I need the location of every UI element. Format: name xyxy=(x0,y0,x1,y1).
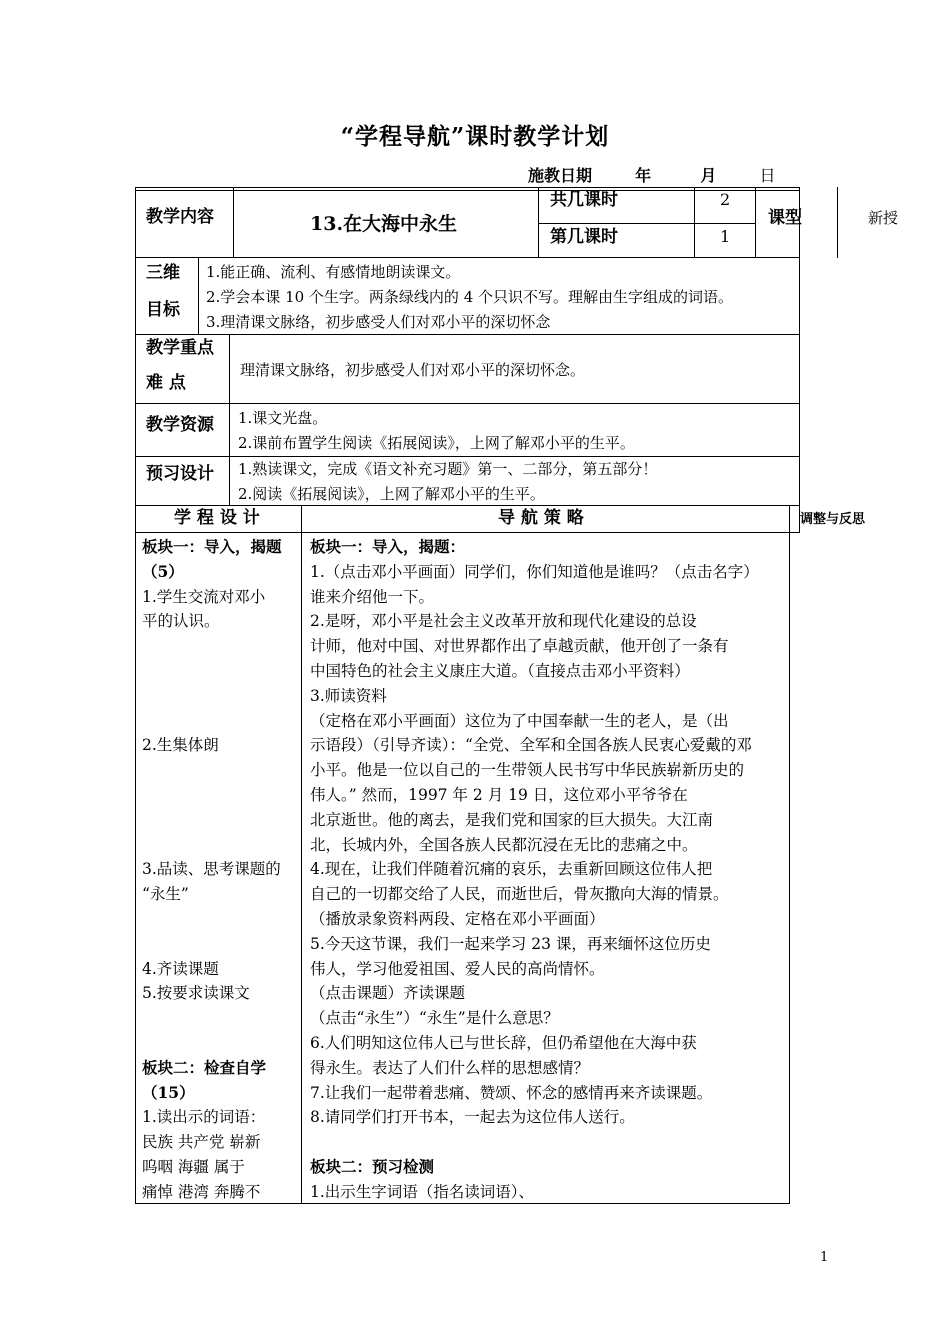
list-item: 1.出示生字词语（指名读词语）、 xyxy=(310,1182,535,1201)
list-item: 5.按要求读课文 xyxy=(142,984,250,1003)
column-header-learning: 学 程 设 计 xyxy=(174,508,260,528)
list-item: 8.请同学们打开书本，一起去为这位伟人送行。 xyxy=(310,1108,635,1127)
list-item: 平的认识。 xyxy=(142,612,220,631)
list-item: 板块一：导入，揭题： xyxy=(310,537,466,556)
date-label: 施教日期 xyxy=(528,166,593,185)
preview-label: 预习设计 xyxy=(146,464,214,484)
list-item: （播放录象资料两段、定格在邓小平画面） xyxy=(310,909,605,928)
list-item xyxy=(142,1031,298,1056)
list-item: 伟人，学习他爱祖国、爱人民的高尚情怀。 xyxy=(310,959,605,978)
list-item: 板块一：导入，揭题 xyxy=(142,537,282,556)
total-hours-label: 共几课时 xyxy=(550,190,618,210)
key-label-line2: 难 点 xyxy=(146,373,186,393)
nth-hour-value: 1 xyxy=(720,227,731,246)
list-item: 北京逝世。他的离去，是我们党和国家的巨大损失。大江南 xyxy=(310,810,714,829)
content-label: 教学内容 xyxy=(146,207,214,227)
list-item: 伟人。” 然而，1997 年 2 月 19 日，这位邓小平爷爷在 xyxy=(310,785,688,804)
lesson-type-label: 课型 xyxy=(768,208,802,228)
resource-item: 1.课文光盘。 xyxy=(238,409,328,427)
list-item: 4.齐读课题 xyxy=(142,959,219,978)
list-item: 6.人们明知这位伟人已与世长辞，但仍希望他在大海中获 xyxy=(310,1033,697,1052)
list-item: 2.是呀，邓小平是社会主义改革开放和现代化建设的总设 xyxy=(310,612,697,631)
list-item xyxy=(142,758,298,783)
list-item: 3.师读资料 xyxy=(310,686,387,705)
goals-label-line1: 三维 xyxy=(146,263,180,283)
key-points-text: 理清课文脉络，初步感受人们对邓小平的深切怀念。 xyxy=(240,361,586,379)
date-day: 日 xyxy=(759,166,776,185)
list-item: （定格在邓小平画面）这位为了中国奉献一生的老人，是（出 xyxy=(310,711,729,730)
list-item: “永生” xyxy=(142,885,189,904)
list-item: 2.生集体朗 xyxy=(142,736,219,755)
list-item: （15） xyxy=(142,1082,195,1102)
list-item: 小平。他是一位以自己的一生带领人民书写中华民族崭新历史的 xyxy=(310,761,745,780)
list-item: 7.让我们一起带着悲痛、赞颂、怀念的感情再来齐读课题。 xyxy=(310,1083,713,1102)
list-item xyxy=(142,709,298,734)
list-item: 1.学生交流对邓小 xyxy=(142,587,266,606)
list-item: （5） xyxy=(142,561,184,581)
list-item: 得永生。表达了人们什么样的思想感情？ xyxy=(310,1058,590,1077)
list-item: 中国特色的社会主义康庄大道。（直接点击邓小平资料） xyxy=(310,661,690,680)
list-item: 板块二：检查自学 xyxy=(142,1057,267,1077)
date-month: 月 xyxy=(700,166,717,185)
list-item: 1.（点击邓小平画面）同学们，你们知道他是谁吗？（点击名字） xyxy=(310,562,759,581)
list-item xyxy=(142,684,298,709)
list-item xyxy=(142,659,298,684)
list-item: 示语段）（引导齐读）：“全党、全军和全国各族人民衷心爱戴的邓 xyxy=(310,736,752,755)
page-number: 1 xyxy=(820,1250,829,1265)
list-item xyxy=(310,1130,786,1155)
list-item: 计师，他对中国、对世界都作出了卓越贡献，他开创了一条有 xyxy=(310,637,729,656)
list-item: 自己的一切都交给了人民，而逝世后，骨灰撒向大海的情景。 xyxy=(310,885,729,904)
list-item: 呜咽 海疆 属于 xyxy=(142,1157,245,1176)
goals-label-line2: 目标 xyxy=(146,300,180,320)
list-item: 民族 共产党 崭新 xyxy=(142,1133,261,1152)
nth-hour-label: 第几课时 xyxy=(550,227,618,247)
date-year: 年 xyxy=(635,166,652,185)
list-item xyxy=(142,808,298,833)
key-label-line1: 教学重点 xyxy=(146,338,214,358)
resources-label: 教学资源 xyxy=(146,415,214,435)
date-line xyxy=(528,163,776,186)
learning-design-column xyxy=(142,535,298,1205)
total-hours-value: 2 xyxy=(720,190,731,209)
list-item: 板块二：预习检测 xyxy=(310,1156,435,1176)
list-item: 1.读出示的词语： xyxy=(142,1108,266,1127)
lesson-type-value: 新授 xyxy=(868,209,899,227)
goal-item: 2.学会本课 10 个生字。两条绿线内的 4 个只识不写。理解由生字组成的词语。 xyxy=(206,288,734,306)
list-item xyxy=(142,833,298,858)
list-item: 谁来介绍他一下。 xyxy=(310,587,435,606)
list-item: 北，长城内外，全国各族人民都沉浸在无比的悲痛之中。 xyxy=(310,835,698,854)
list-item: 3.品读、思考课题的 xyxy=(142,860,281,879)
resource-item: 2.课前布置学生阅读《拓展阅读》，上网了解邓小平的生平。 xyxy=(238,434,635,452)
list-item: 5.今天这节课，我们一起来学习 23 课，再来缅怀这位历史 xyxy=(310,934,711,953)
lesson-title: 13.在大海中永生 xyxy=(310,213,458,235)
list-item: （点击课题）齐读课题 xyxy=(310,984,466,1003)
list-item: 痛悼 港湾 奔腾不 xyxy=(142,1182,261,1201)
preview-item: 2.阅读《拓展阅读》，上网了解邓小平的生平。 xyxy=(238,485,545,503)
list-item: 4.现在，让我们伴随着沉痛的哀乐，去重新回顾这位伟人把 xyxy=(310,860,713,879)
goal-item: 3.理清课文脉络，初步感受人们对邓小平的深切怀念 xyxy=(206,313,551,331)
list-item xyxy=(142,1006,298,1031)
list-item xyxy=(142,783,298,808)
list-item xyxy=(142,634,298,659)
page-title: “学程导航”课时教学计划 xyxy=(340,123,610,150)
goal-item: 1.能正确、流利、有感情地朗读课文。 xyxy=(206,263,461,281)
column-header-strategy: 导 航 策 略 xyxy=(498,508,584,528)
list-item: （点击“永生”）“永生”是什么意思？ xyxy=(310,1009,559,1028)
list-item xyxy=(142,907,298,932)
preview-item: 1.熟读课文，完成《语文补充习题》第一、二部分，第五部分！ xyxy=(238,460,658,478)
column-header-reflection: 调整与反思 xyxy=(800,512,866,527)
navigation-strategy-column xyxy=(310,535,786,1205)
list-item xyxy=(142,932,298,957)
